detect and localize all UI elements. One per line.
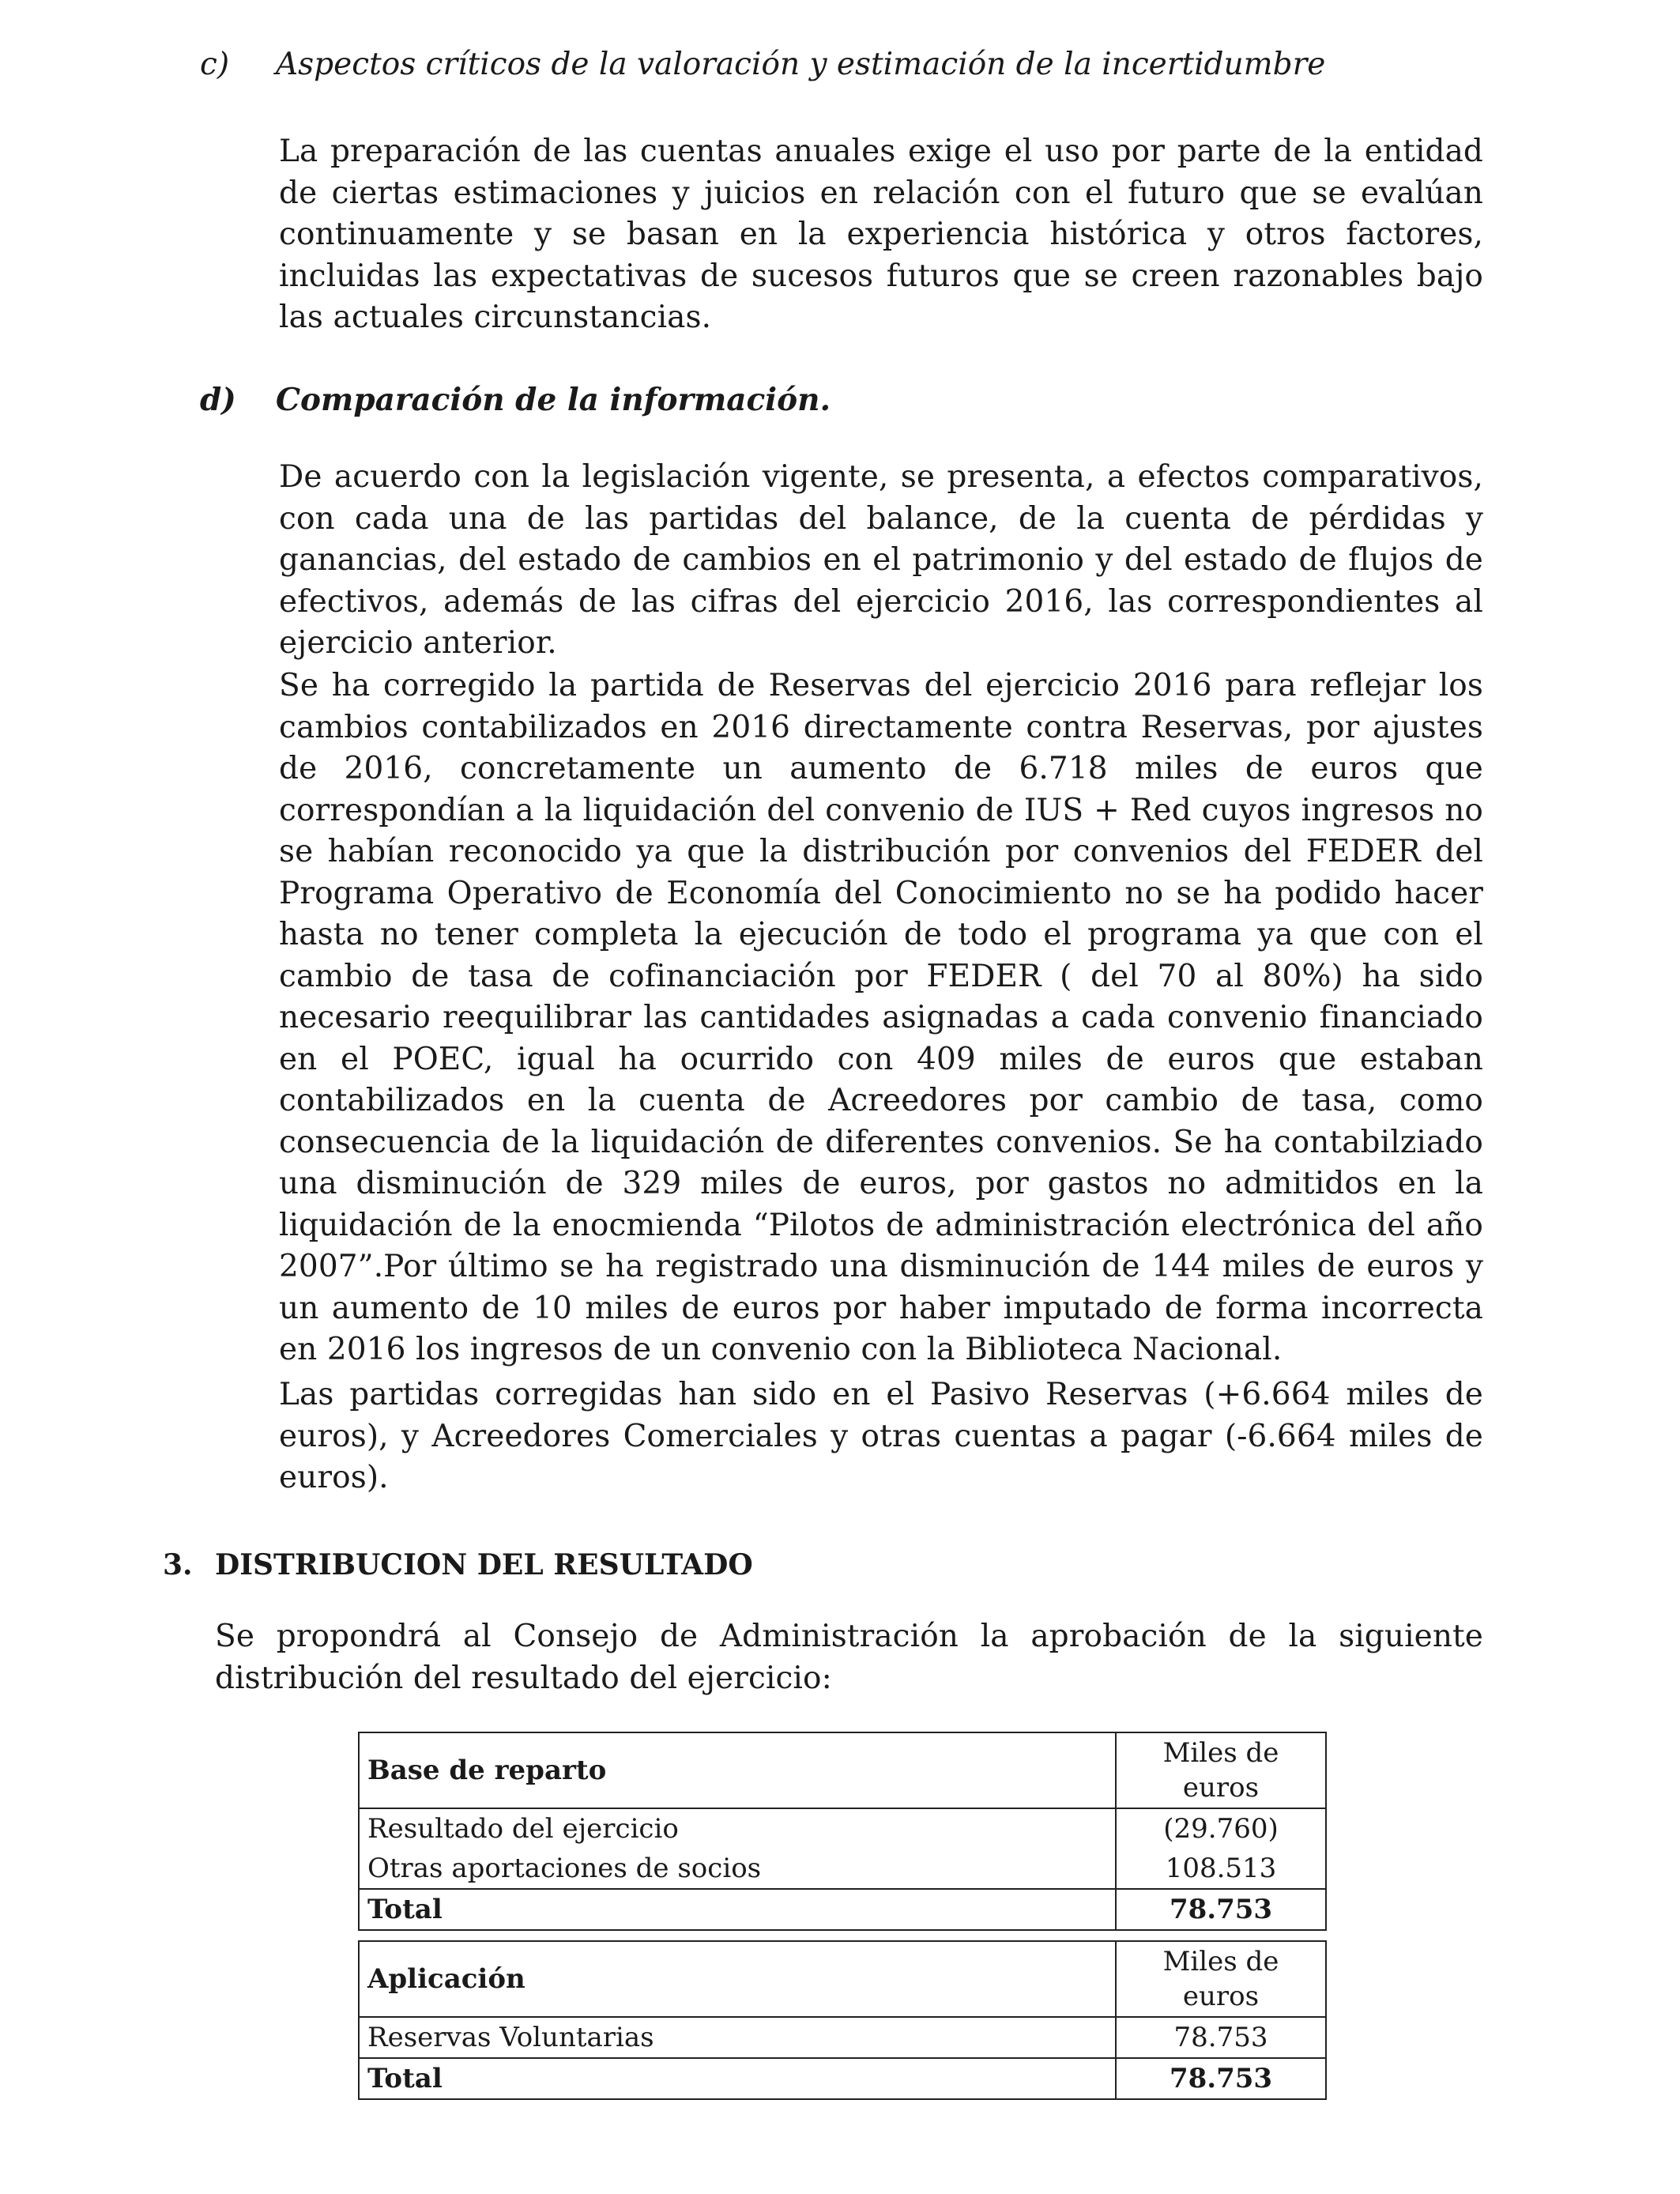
table-total-row <box>359 1889 1326 1930</box>
table-header-row <box>359 1941 1326 2017</box>
section-c-title: Aspectos críticos de la valoración y estimación de la incertidumbre <box>276 47 1326 82</box>
section-3-intro: Se propondrá al Consejo de Administración la aprobación de la siguiente distribución del resultado del ejercicio: <box>215 1619 1483 1696</box>
base-unit-header: Miles de euros <box>1116 1732 1326 1808</box>
section-3-title: DISTRIBUCION DEL RESULTADO <box>215 1548 753 1581</box>
row-label: Otras aportaciones de socios <box>359 1849 1116 1889</box>
section-c-heading <box>200 44 1543 85</box>
aplicacion-table <box>358 1940 1327 2100</box>
row-value: (29.760) <box>1116 1808 1326 1849</box>
section-d-paragraph-1: De acuerdo con la legislación vigente, se presenta, a efectos comparativos, con cada una de las partidas del balance, de la cuenta de pérdidas y ganancias, del estado de cambios en el patrimonio y del estado de flujos de efectivos, además de las cifras del ejercicio 2016, las correspondientes al ejercicio anterior. <box>279 459 1483 661</box>
section-3-number: 3. <box>163 1548 193 1581</box>
section-d-paragraph-2: Se ha corregido la partida de Reservas del ejercicio 2016 para reflejar los cambios contabilizados en 2016 directamente contra Reservas, por ajustes de 2016, concretamente un aumento de 6.718 miles de euros que correspondían a la liquidación del convenio de IUS + Red cuyos ingresos no se habían reconocido ya que la distribución por convenios del FEDER del Programa Operativo de Economía del Conocimiento no se ha podido hacer hasta no tener completa la ejecución de todo el programa ya que con el cambio de tasa de cofinanciación por FEDER ( del 70 al 80%) ha sido necesario reequilibrar las cantidades asignadas a cada convenio financiado en el POEC, igual ha ocurrido con 409 miles de euros que estaban contabilizados en la cuenta de Acreedores por cambio de tasa, como consecuencia de la liquidación de diferentes convenios. Se ha contabilziado una disminución de 329 miles de euros, por gastos no admitidos en la liquidación de la enocmienda “Pilotos de administración electrónica del año 2007”.Por último se ha registrado una disminución de 144 miles de euros y un aumento de 10 miles de euros por haber imputado de forma incorrecta en 2016 los ingresos de un convenio con la Biblioteca Nacional. <box>279 668 1483 1367</box>
aplicacion-header: Aplicación <box>359 1941 1116 2017</box>
row-label: Resultado del ejercicio <box>359 1808 1116 1849</box>
section-c-label: c) <box>200 47 230 82</box>
section-d-paragraph-3: Las partidas corregidas han sido en el Pasivo Reservas (+6.664 miles de euros), y Acreedores Comerciales y otras cuentas a pagar (-6.664 miles de euros). <box>279 1377 1483 1495</box>
section-d-heading <box>200 379 1543 420</box>
section-d-label: d) <box>200 382 236 418</box>
table-row <box>359 1849 1326 1889</box>
aplicacion-unit-header: Miles de euros <box>1116 1941 1326 2017</box>
row-value: 108.513 <box>1116 1849 1326 1889</box>
total-label: Total <box>359 1889 1116 1930</box>
base-de-reparto-table <box>358 1732 1327 1931</box>
total-value: 78.753 <box>1116 2058 1326 2099</box>
section-d-title: Comparación de la información. <box>276 382 831 418</box>
row-value: 78.753 <box>1116 2017 1326 2058</box>
total-value: 78.753 <box>1116 1889 1326 1930</box>
table-total-row <box>359 2058 1326 2099</box>
total-label: Total <box>359 2058 1116 2099</box>
section-3-heading <box>163 1545 953 1585</box>
section-c-paragraph: La preparación de las cuentas anuales exige el uso por parte de la entidad de ciertas estimaciones y juicios en relación con el futuro que se evalúan continuamente y se basan en la experiencia histórica y otros factores, incluidas las expectativas de sucesos futuros que se creen razonables bajo las actuales circunstancias. <box>279 134 1483 335</box>
row-label: Reservas Voluntarias <box>359 2017 1116 2058</box>
table-row <box>359 2017 1326 2058</box>
table-header-row <box>359 1732 1326 1808</box>
table-row <box>359 1808 1326 1849</box>
base-header: Base de reparto <box>359 1732 1116 1808</box>
